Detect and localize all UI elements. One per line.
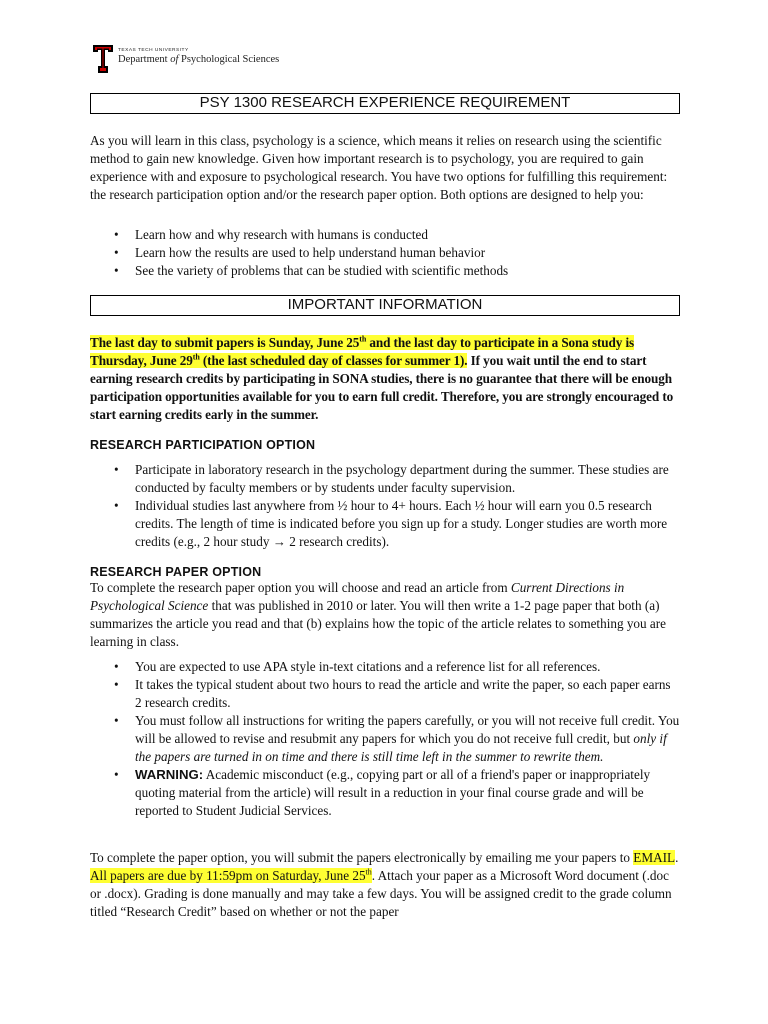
email-placeholder[interactable]: EMAIL (633, 850, 676, 865)
closing-paragraph: To complete the paper option, you will submit the papers electronically by emailing me your papers to EMAIL. All papers are due by 11:59pm on Saturday, June 25th. Attach your paper as a Microsoft Word document (.doc or .docx). Grading is done manually and may take a few days. You will be assigned credit to the grade column titled “Research Credit” based on whether or not the paper (90, 850, 679, 919)
participation-list (90, 461, 680, 551)
list-item: • Participate in laboratory research in the psychology department during the summer. These studies are conducted by faculty members or by students under faculty supervision. (90, 461, 680, 497)
intro-paragraph: As you will learn in this class, psychology is a science, which means it relies on research using the scientific method to gain new knowledge. Given how important research is to psychology, you are required to gain experience with and exposure to psychological research. You have two options for fulfilling this requirement: the research participation option and/or the research paper option. Both options are designed to help you: (90, 133, 668, 202)
goals-list (90, 226, 680, 280)
list-item: • It takes the typical student about two hours to read the article and write the paper, so each paper earns 2 research credits. (90, 676, 680, 712)
department-logo (92, 44, 279, 74)
page-title: PSY 1300 RESEARCH EXPERIENCE REQUIREMENT (90, 93, 680, 114)
due-date-highlight: All papers are due by 11:59pm on Saturday, June 25th (90, 867, 372, 883)
list-item: • WARNING: Academic misconduct (e.g., copying part or all of a friend's paper or inappropriately quoting material from the article) will result in a reduction in your final course grade and will be reported to Student Judicial Services. (90, 766, 680, 820)
important-paragraph: The last day to submit papers is Sunday, June 25th and the last day to participate in a Sona study is Thursday, June 29th (the last scheduled day of classes for summer 1). If you wait until the end to start earning research credits by participating in SONA studies, there is no guarantee that there will be enough participation opportunities available for you to earn full credit. Therefore, you are strongly encouraged to start earning credits early in the summer. (90, 334, 674, 422)
paper-heading: RESEARCH PAPER OPTION (90, 565, 262, 579)
paper-list (90, 658, 680, 820)
important-heading: IMPORTANT INFORMATION (90, 295, 680, 316)
list-item: • Learn how and why research with humans is conducted (90, 226, 680, 244)
list-item: • See the variety of problems that can be studied with scientific methods (90, 262, 680, 280)
warning-label: WARNING: (135, 767, 204, 782)
highlight: The last day to submit papers is Sunday, June 25th and the last day to participate in a Sona study is Thursday, June 29th (the last scheduled day of classes for summer 1). (90, 334, 635, 368)
department-name: Department of Psychological Sciences (118, 54, 280, 65)
list-item: • Learn how the results are used to help understand human behavior (90, 244, 680, 262)
participation-heading: RESEARCH PARTICIPATION OPTION (90, 438, 316, 452)
double-t-logo-icon (92, 44, 114, 74)
university-name: TEXAS TECH UNIVERSITY (118, 48, 189, 53)
list-item: • Individual studies last anywhere from ½ hour to 4+ hours. Each ½ hour will earn you 0.5 research credits. The length of time is indicated before you sign up for a study. Longer studies are worth more credits (e.g., 2 hour study → 2 research credits). (90, 497, 680, 551)
list-item: • You must follow all instructions for writing the papers carefully, or you will not receive full credit. You will be allowed to revise and resubmit any papers for which you do not receive full credit, but only if the papers are turned in on time and there is still time left in the summer to rewrite them. (90, 712, 680, 766)
paper-intro: To complete the research paper option you will choose and read an article from Current Directions in Psychological Science that was published in 2010 or later. You will then write a 1-2 page paper that both (a) summarizes the article you read and that (b) explains how the topic of the article relates to something you are learning in class. (90, 580, 667, 649)
list-item: • You are expected to use APA style in-text citations and a reference list for all references. (90, 658, 680, 676)
